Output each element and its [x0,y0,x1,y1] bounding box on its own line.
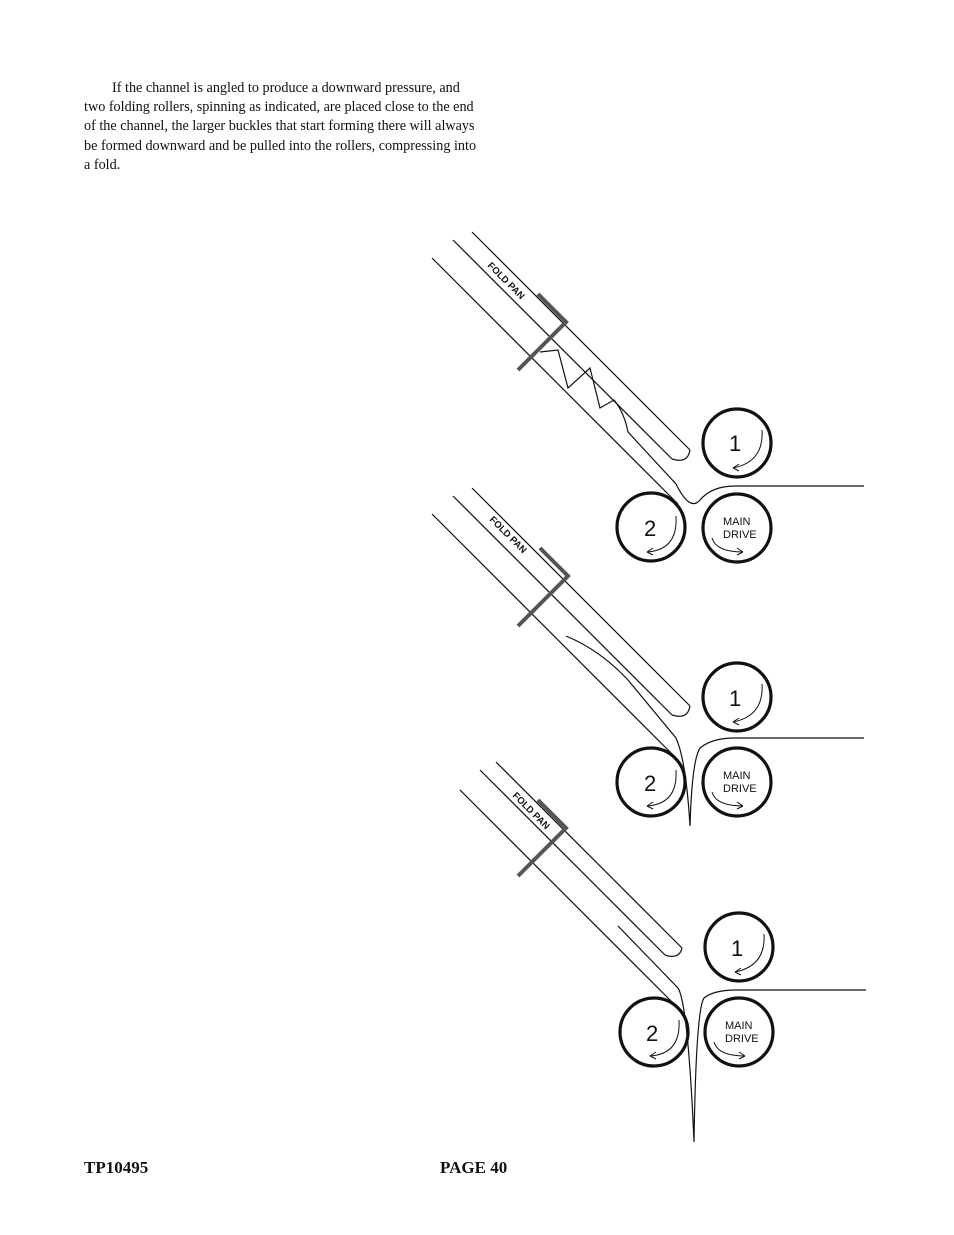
body-paragraph: If the channel is angled to produce a downward pressure, and two folding rollers, spinning as indicated, are placed close to the end of the channel, the larger buckles that start forming there will always be formed downward and be pulled into the rollers, compressing into a fold. [84,80,477,173]
fold-pan-end-cap [665,948,682,956]
page-number: PAGE 40 [440,1158,508,1177]
main-drive-label-line1: MAIN [723,770,751,782]
fold-pan-end-cap [672,450,690,460]
main-drive-label-line2: DRIVE [725,1033,759,1045]
main-drive-label-line2: DRIVE [723,783,757,795]
main-drive-label-line1: MAIN [723,516,751,528]
fold-pan-end-cap [672,706,690,716]
paper-lower-edge [460,790,676,1006]
roller-2-label: 2 [646,1021,659,1046]
fold-pan-outer-bottom [453,496,672,715]
roller-1-label: 1 [729,686,742,711]
buckled-paper [540,350,864,504]
roller-1-label: 1 [731,936,744,961]
roller-2-label: 2 [644,771,657,796]
main-drive-label-line2: DRIVE [723,529,757,541]
paper-lower-edge [432,514,676,758]
stage-3 [460,762,866,1142]
fold-pan-outer-top [472,232,690,450]
main-drive-label-line1: MAIN [725,1020,753,1032]
roller-1-label: 1 [729,431,742,456]
paper-lower-edge [432,258,678,504]
fold-pan-label: FOLD PAN [484,260,527,302]
fold-pan-outer-bottom [453,240,672,459]
fold-pan-label: FOLD PAN [509,790,552,832]
fold-pan-outer-bottom [480,770,665,955]
fold-pan-label: FOLD PAN [486,514,529,556]
fold-pan-outer-top [472,488,690,706]
roller-2-label: 2 [644,516,657,541]
stop-bracket [518,294,566,370]
document-id: TP10495 [84,1158,149,1177]
